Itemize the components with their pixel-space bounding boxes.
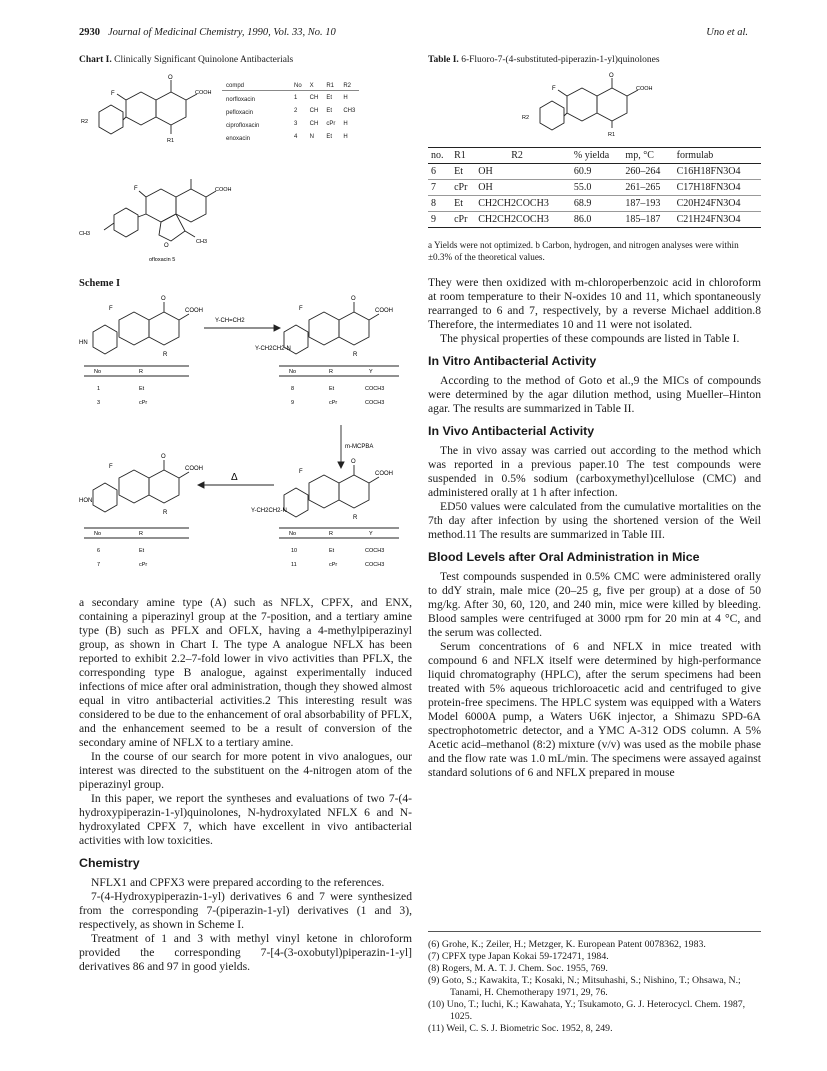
svg-text:R: R [139, 369, 143, 375]
svg-text:O: O [161, 454, 166, 460]
svg-text:CH3: CH3 [196, 239, 208, 245]
scheme1-diagram [79, 290, 414, 590]
svg-text:COOH: COOH [185, 308, 203, 314]
svg-text:O: O [609, 73, 614, 79]
svg-text:No: No [94, 531, 102, 537]
svg-text:Et: Et [329, 548, 335, 554]
svg-text:R: R [353, 515, 358, 521]
reference-item: (10) Uno, T.; Iuchi, K.; Kawahata, Y.; Tsukamoto, G. J. Heterocycl. Chem. 1987, 1025. [428, 999, 746, 1022]
paragraph: They were then oxidized with m-chloroperbenzoic acid in chloroform at room temperature to their N-oxides 10 and 11, which spontaneously rearranged to 6 and 7, respectively, by a reverse Michael addition.8 Therefore, the intermediates 10 and 11 were not isolated. [428, 276, 761, 331]
svg-text:R1: R1 [608, 132, 616, 138]
svg-text:R: R [353, 352, 358, 358]
table-row: 7 cPr OH 55.0 261–265 C17H18FN3O4 [428, 180, 761, 196]
svg-text:Y: Y [369, 531, 373, 537]
svg-text:F: F [109, 464, 113, 470]
svg-text:Y-CH2CH2-N: Y-CH2CH2-N [251, 508, 287, 514]
table-row: norfloxacin 1 CH Et H [226, 94, 348, 103]
svg-text:COOH: COOH [636, 86, 653, 92]
references-rule [428, 931, 761, 932]
svg-text:No: No [289, 531, 297, 537]
ofloxacin-structure [79, 175, 239, 265]
svg-text:F: F [299, 469, 303, 475]
paragraph: According to the method of Goto et al.,9 the MICs of compounds were determined by the agar dilution method, using Mueller–Hinton agar. The results are summarized in Table II. [428, 374, 761, 415]
page-number: 2930 [79, 27, 100, 38]
paragraph: In this paper, we report the syntheses and evaluations of two 7-(4-hydroxypiperazin-1-yl)quinolones, N-hydroxylated NFLX 6 and N-hydroxylated CPFX 7, which have excellent in vivo antibacterial activities with low toxicities. [79, 792, 412, 847]
journal-title: Journal of Medicinal Chemistry, 1990, Vol. 33, No. 10 [108, 27, 336, 38]
svg-text:F: F [552, 86, 556, 92]
svg-text:Et: Et [329, 386, 335, 392]
svg-text:CH3: CH3 [79, 231, 91, 237]
svg-text:F: F [134, 186, 138, 192]
svg-text:R: R [139, 531, 143, 537]
table1-caption: Table I. 6-Fluoro-7-(4-substituted-piperazin-1-yl)quinolones [428, 55, 660, 65]
paragraph: Treatment of 1 and 3 with methyl vinyl ketone in chloroform provided the corresponding 7-[4-(3-oxobutyl)piperazin-1-yl] derivatives 86 and 97 in good yields. [79, 932, 412, 973]
svg-text:10: 10 [291, 548, 298, 554]
running-header-left [79, 27, 336, 38]
svg-text:Y: Y [369, 369, 373, 375]
svg-text:cPr: cPr [329, 400, 338, 406]
svg-text:m-MCPBA: m-MCPBA [345, 444, 374, 450]
paragraph: a secondary amine type (A) such as NFLX, CPFX, and ENX, containing a piperazinyl group at the 7-position, and a tertiary amine type (B) such as PFLX and OFLX, having a 4-methylpiperazinyl group, as shown in Chart I. The type A analogue NFLX has been reported to exhibit 2.2–7-fold lower in vivo activities than PFLX, the corresponding type B analogue, against experimentally induced infections of mice after oral administration, though they showed almost equal in vitro antibacterial activities.2 This interesting result was considered to be due to the enhancement of oral absorbability of PFLX, and the enhancement seemed to be a result of conversion of the secondary amine of NFLX to a tertiary amine. [79, 596, 412, 749]
svg-text:Et: Et [139, 386, 145, 392]
table-row: pefloxacin 2 CH Et CH3 [226, 107, 356, 116]
section-heading-in-vitro: In Vitro Antibacterial Activity [428, 354, 597, 368]
svg-text:COOH: COOH [195, 90, 212, 96]
svg-text:No: No [94, 369, 102, 375]
svg-text:O: O [168, 75, 173, 81]
paragraph: Test compounds suspended in 0.5% CMC were administered orally to ddY strain, male mice (20–25 g, five per group) at a dose of 50 mg/kg. After 30, 60, 120, and 240 min, mice were killed by bleeding. Blood samples were centrifuged at 3000 rpm for 20 min at 4 °C, and the serum was collected. [428, 570, 761, 639]
svg-text:R2: R2 [81, 119, 89, 125]
svg-text:8: 8 [291, 386, 295, 392]
paragraph: Serum concentrations of 6 and NFLX in mice treated with compound 6 and NFLX itself were determined by high-performance liquid chromatography (HPLC), after the serum specimens had been treated with 5% aqueous trichloroacetic acid and centrifuged to give protein-free specimens. The HPLC system was equipped with a Waters Model 6000A pump, a Waters U6K injector, a Shimazu SPD-6A spectrophotometric detector, and a YMC A-312 ODS column. A 5% Acetic acid–methanol (8:2) mixture (v/v) was used as the mobile phase and the flow rate was 1.0 mL/min. The specimens were assayed against standard solutions of 6 and NFLX prepared in mouse [428, 640, 761, 779]
paragraph: In the course of our search for more potent in vivo analogues, our interest was directed to the substituent on the 4-nitrogen atom of the piperazinyl group. [79, 750, 412, 791]
svg-text:R: R [329, 531, 333, 537]
svg-text:9: 9 [291, 400, 295, 406]
table-row: 6 Et OH 60.9 260–264 C16H18FN3O4 [428, 164, 761, 180]
svg-text:F: F [109, 306, 113, 312]
svg-text:Δ: Δ [231, 472, 238, 483]
svg-text:COCH3: COCH3 [365, 562, 385, 568]
right-column-text [428, 276, 761, 780]
reference-item: (9) Goto, S.; Kawakita, T.; Kosaki, N.; Mitsuhashi, S.; Nishino, T.; Ohsawa, N.; Tanami, H. Chemotherapy 1971, 29, 76. [428, 975, 741, 998]
reference-item: (7) CPFX type Japan Kokai 59-172471, 1984. [428, 951, 609, 962]
paragraph: ED50 values were calculated from the cumulative mortalities on the 7th day after infection by using the shortened version of the Weil method.11 The results are summarized in Table III. [428, 500, 761, 541]
svg-text:1: 1 [97, 386, 101, 392]
table-row: 8 Et CH2CH2COCH3 68.9 187–193 C20H24FN3O4 [428, 196, 761, 212]
scheme1-title: Scheme I [79, 278, 121, 289]
table1-footnote: a Yields were not optimized. b Carbon, hydrogen, and nitrogen analyses were within ±0.3% of the theoretical values. [428, 240, 739, 262]
svg-text:HON: HON [79, 498, 93, 504]
svg-text:HN: HN [79, 340, 88, 346]
svg-text:O: O [161, 296, 166, 302]
svg-text:Y-CH2CH2-N: Y-CH2CH2-N [255, 346, 291, 352]
table1-structure [520, 70, 670, 142]
chart1-quinolone-structure [79, 72, 229, 152]
svg-text:cPr: cPr [329, 562, 338, 568]
svg-text:F: F [299, 306, 303, 312]
paragraph: The in vivo assay was carried out according to the method which was reported in a previous paper.10 The test compounds were suspended in 0.5% sodium (carboxymethyl)cellulose (CMC) and administered orally at 1 h after infection. [428, 444, 761, 499]
references [428, 939, 761, 1035]
svg-text:O: O [164, 243, 169, 249]
paragraph: The physical properties of these compounds are listed in Table I. [440, 332, 740, 345]
left-column-text [79, 596, 412, 974]
table-row: ciprofloxacin 3 CH cPr H [226, 120, 348, 129]
svg-text:ofloxacin 5: ofloxacin 5 [149, 257, 176, 263]
table-row: enoxacin 4 N Et H [226, 133, 348, 142]
svg-text:7: 7 [97, 562, 101, 568]
svg-text:O: O [351, 296, 356, 302]
svg-text:cPr: cPr [139, 400, 148, 406]
svg-text:R1: R1 [167, 138, 175, 144]
section-heading-in-vivo: In Vivo Antibacterial Activity [428, 424, 595, 438]
chart1-table: compd No X R1 R2 norfloxacin 1 CH Et H pefloxacin 2 CH Et CH3 ciprofloxacin 3 CH cPr H enoxacin 4 N Et H [222, 82, 359, 143]
section-heading-chemistry: Chemistry [79, 856, 140, 870]
svg-text:No: No [289, 369, 297, 375]
table1: no. R1 R2 % yielda mp, °C formulab 6 Et OH 60.9 260–264 C16H18FN3O4 7 cPr OH 55.0 261–265 C17H18FN3O4 8 Et CH2CH2COCH3 68.9 187–193 C20H24FN3O4 9 cPr CH2CH2COCH3 86.0 185–187 C21H24FN3O4 [428, 147, 761, 228]
svg-text:Y-CH=CH2: Y-CH=CH2 [215, 318, 245, 324]
reference-item: (6) Grohe, K.; Zeiler, H.; Metzger, K. European Patent 0078362, 1983. [428, 939, 706, 950]
section-heading-blood-levels: Blood Levels after Oral Administration in Mice [428, 550, 700, 564]
svg-text:R: R [329, 369, 333, 375]
running-header-authors: Uno et al. [706, 27, 748, 38]
svg-text:cPr: cPr [139, 562, 148, 568]
svg-text:COCH3: COCH3 [365, 548, 385, 554]
svg-text:3: 3 [97, 400, 101, 406]
svg-text:6: 6 [97, 548, 101, 554]
table-row: 9 cPr CH2CH2COCH3 86.0 185–187 C21H24FN3O4 [428, 212, 761, 228]
reference-item: (11) Weil, C. S. J. Biometric Soc. 1952, 8, 249. [428, 1023, 613, 1034]
svg-text:O: O [351, 459, 356, 465]
paragraph: NFLX1 and CPFX3 were prepared according to the references. [91, 876, 385, 889]
svg-text:R2: R2 [522, 115, 530, 121]
svg-text:COOH: COOH [215, 187, 232, 193]
svg-text:COCH3: COCH3 [365, 400, 385, 406]
svg-text:COOH: COOH [375, 471, 393, 477]
reference-item: (8) Rogers, M. A. T. J. Chem. Soc. 1955, 769. [428, 963, 608, 974]
svg-text:R: R [163, 510, 168, 516]
svg-text:COCH3: COCH3 [365, 386, 385, 392]
svg-text:11: 11 [291, 562, 297, 568]
paragraph: 7-(4-Hydroxypiperazin-1-yl) derivatives 6 and 7 were synthesized from the corresponding 7-(piperazin-1-yl) derivatives (1 and 3), respectively, as shown in Scheme I. [79, 890, 412, 931]
chart1-caption: Chart I. Clinically Significant Quinolone Antibacterials [79, 55, 294, 65]
svg-text:F: F [111, 91, 115, 97]
svg-text:Et: Et [139, 548, 145, 554]
svg-text:R: R [163, 352, 168, 358]
svg-text:COOH: COOH [185, 466, 203, 472]
svg-text:COOH: COOH [375, 308, 393, 314]
